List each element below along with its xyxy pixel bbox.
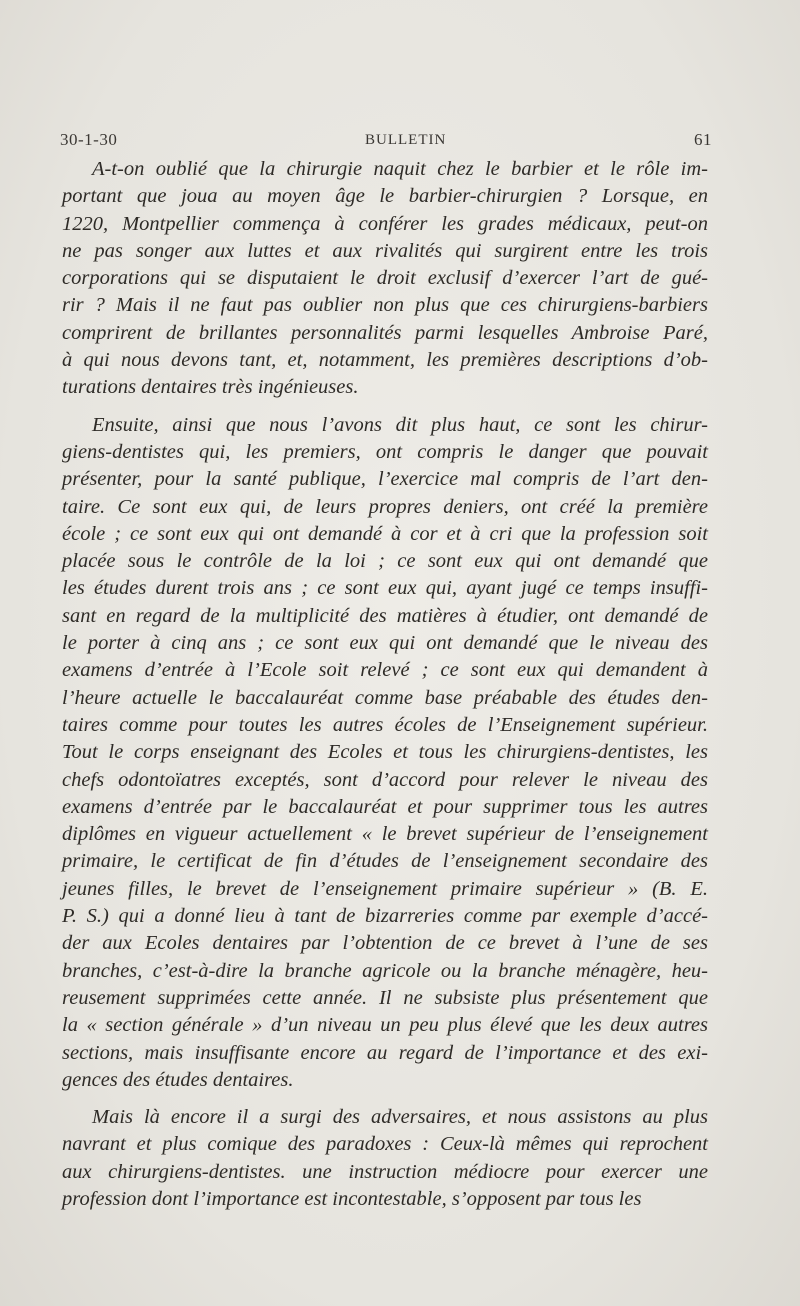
text-line: taire. Ce sont eux qui, de leurs propres deniers, ont créé la première (62, 495, 708, 518)
text-line: les études durent trois ans ; ce sont eux qui, ayant jugé ce temps insuffi- (62, 577, 708, 600)
text-line: école ; ce sont eux qui ont demandé à cor et à cri que la profession soit (62, 522, 708, 545)
text-line: profession dont l’importance est incontestable, s’opposent par tous les (62, 1187, 642, 1210)
text-line: 1220, Montpellier commença à conférer les grades médicaux, peut-on (62, 212, 708, 235)
text-line: rir ? Mais il ne faut pas oublier non plus que ces chirurgiens-barbiers (62, 294, 708, 317)
text-line: présenter, pour la santé publique, l’exercice mal compris de l’art den- (62, 468, 708, 491)
text-line: comprirent de brillantes personnalités parmi lesquelles Ambroise Paré, (62, 321, 708, 344)
text-line: chefs odontoïatres exceptés, sont d’accord pour relever le niveau des (62, 768, 708, 791)
text-line: A-t-on oublié que la chirurgie naquit chez le barbier et le rôle im- (92, 158, 708, 180)
text-line: reusement supprimées cette année. Il ne subsiste plus présentement que (62, 986, 708, 1009)
text-line: placée sous le contrôle de la loi ; ce sont eux qui ont demandé que (62, 550, 708, 573)
text-line: Ensuite, ainsi que nous l’avons dit plus haut, ce sont les chirur- (92, 413, 708, 436)
text-line: à qui nous devons tant, et, notamment, les premières descriptions d’ob- (62, 349, 708, 372)
text-line: primaire, le certificat de fin d’études de l’enseignement secondaire des (62, 850, 708, 873)
text-line: corporations qui se disputaient le droit exclusif d’exercer l’art de gué- (62, 267, 708, 290)
text-line: taires comme pour toutes les autres écoles de l’Enseignement supérieur. (62, 713, 708, 736)
text-line: branches, c’est-à-dire la branche agricole ou la branche ménagère, heu- (62, 959, 708, 982)
text-line: le porter à cinq ans ; ce sont eux qui ont demandé que le niveau des (62, 632, 708, 655)
text-line: l’heure actuelle le baccalauréat comme base préabable des études den- (62, 686, 708, 709)
text-line: examens d’entrée à l’Ecole soit relevé ; ce sont eux qui demandent à (62, 659, 708, 682)
page-number: 61 (694, 130, 712, 149)
text-line: jeunes filles, le brevet de l’enseignement primaire supérieur » (B. E. (62, 877, 708, 900)
text-line: la « section générale » d’un niveau un peu plus élevé que les deux autres (62, 1014, 708, 1037)
paragraph (62, 1104, 708, 1213)
running-header (60, 128, 712, 152)
header-title: BULLETIN (365, 131, 447, 148)
text-line: Tout le corps enseignant des Ecoles et tous les chirurgiens-dentistes, les (62, 741, 708, 764)
text-line: aux chirurgiens-dentistes. une instruction médiocre pour exercer une (62, 1160, 708, 1183)
text-line: Mais là encore il a surgi des adversaires, et nous assistons au plus (92, 1106, 708, 1129)
text-line: diplômes en vigueur actuellement « le brevet supérieur de l’enseignement (62, 823, 708, 846)
text-line: giens-dentistes qui, les premiers, ont compris le danger que pouvait (62, 440, 708, 463)
text-line: gences des études dentaires. (62, 1068, 294, 1091)
text-line: P. S.) qui a donné lieu à tant de bizarreries comme par exemple d’accé- (62, 905, 708, 928)
text-line: sections, mais insuffisante encore au regard de l’importance et des exi- (62, 1041, 708, 1064)
body-text (62, 156, 708, 1213)
text-line: der aux Ecoles dentaires par l’obtention de ce brevet à l’une de ses (62, 932, 708, 955)
text-line: examens d’entrée par le baccalauréat et pour supprimer tous les autres (62, 795, 708, 818)
text-line: sant en regard de la multiplicité des matières à étudier, ont demandé de (62, 604, 708, 627)
text-line: navrant et plus comique des paradoxes : Ceux-là mêmes qui reprochent (62, 1133, 708, 1156)
paragraph (62, 412, 708, 1094)
header-date: 30-1-30 (60, 130, 118, 149)
paragraph (62, 156, 708, 402)
text-line: portant que joua au moyen âge le barbier-chirurgien ? Lorsque, en (62, 185, 708, 208)
text-line: turations dentaires très ingénieuses. (62, 376, 359, 399)
text-line: ne pas songer aux luttes et aux rivalités qui surgirent entre les trois (62, 239, 708, 262)
